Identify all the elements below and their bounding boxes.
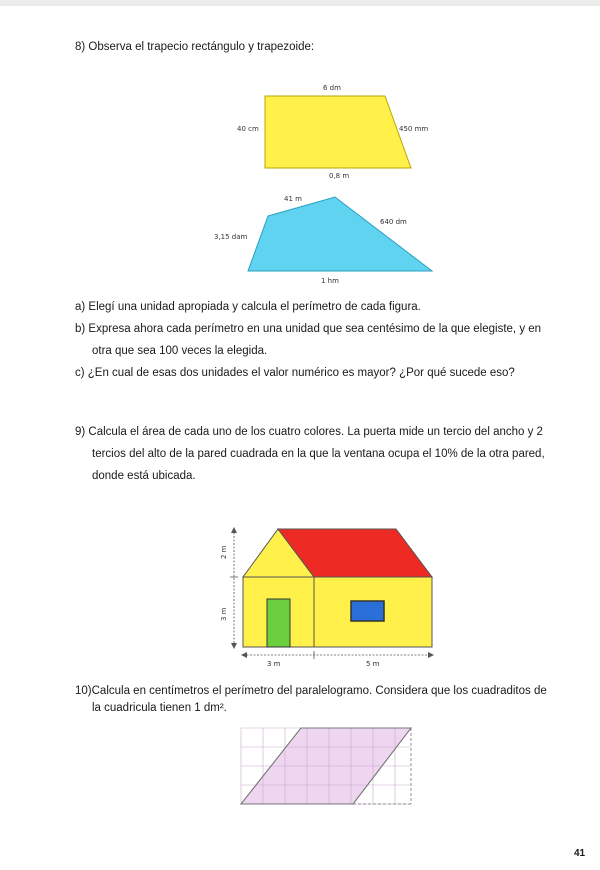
- q9-line-3: donde está ubicada.: [92, 470, 196, 482]
- q9-line-2: tercios del alto de la pared cuadrada en la que la ventana ocupa el 10% de la otra pared,: [92, 448, 545, 460]
- q8-item-c: c) ¿En cual de esas dos unidades el valor numérico es mayor? ¿Por qué sucede eso?: [75, 367, 515, 379]
- door: [267, 599, 290, 647]
- trapezoid-figure: [210, 190, 450, 290]
- trapezoid-top-label: 6 dm: [323, 84, 341, 92]
- trapezoid-right-label: 450 mm: [399, 125, 429, 133]
- trapezoid2-top-label: 41 m: [284, 195, 302, 203]
- q10-line-1: 10)Calcula en centímetros el perímetro del paralelogramo. Considera que los cuadraditos de: [75, 685, 547, 697]
- page-number: 41: [574, 848, 586, 859]
- top-bar: [0, 0, 600, 6]
- trapezoid-bottom-label: 0,8 m: [329, 172, 350, 180]
- trapezoid2-bottom-label: 1 hm: [321, 277, 339, 285]
- window: [351, 601, 384, 621]
- roof-height-label: 2 m: [220, 545, 228, 559]
- parallelogram-figure: [233, 725, 418, 815]
- house-figure: [210, 525, 440, 670]
- q8-title: 8) Observa el trapecio rectángulo y trapezoide:: [75, 41, 315, 53]
- q8-item-b: b) Expresa ahora cada perímetro en una unidad que sea centésimo de la que elegiste, y en: [75, 323, 542, 335]
- left-width-label: 3 m: [267, 660, 281, 668]
- q10-line-2: la cuadricula tienen 1 dm².: [92, 702, 227, 714]
- q8-item-a: a) Elegí una unidad apropiada y calcula el perímetro de cada figura.: [75, 301, 421, 313]
- q9-line-1: 9) Calcula el área de cada uno de los cuatro colores. La puerta mide un tercio del ancho y 2: [75, 426, 543, 438]
- right-trapezoid-figure: [225, 80, 445, 185]
- trapezoid: [248, 197, 432, 271]
- q8-item-b-cont: otra que sea 100 veces la elegida.: [92, 345, 268, 357]
- right-width-label: 5 m: [366, 660, 380, 668]
- wall-height-label: 3 m: [220, 607, 228, 621]
- trapezoid2-left-label: 3,15 dam: [214, 233, 248, 241]
- trapezoid2-right-label: 640 dm: [380, 218, 407, 226]
- trapezoid-left-label: 40 cm: [237, 125, 259, 133]
- right-trapezoid: [265, 96, 411, 168]
